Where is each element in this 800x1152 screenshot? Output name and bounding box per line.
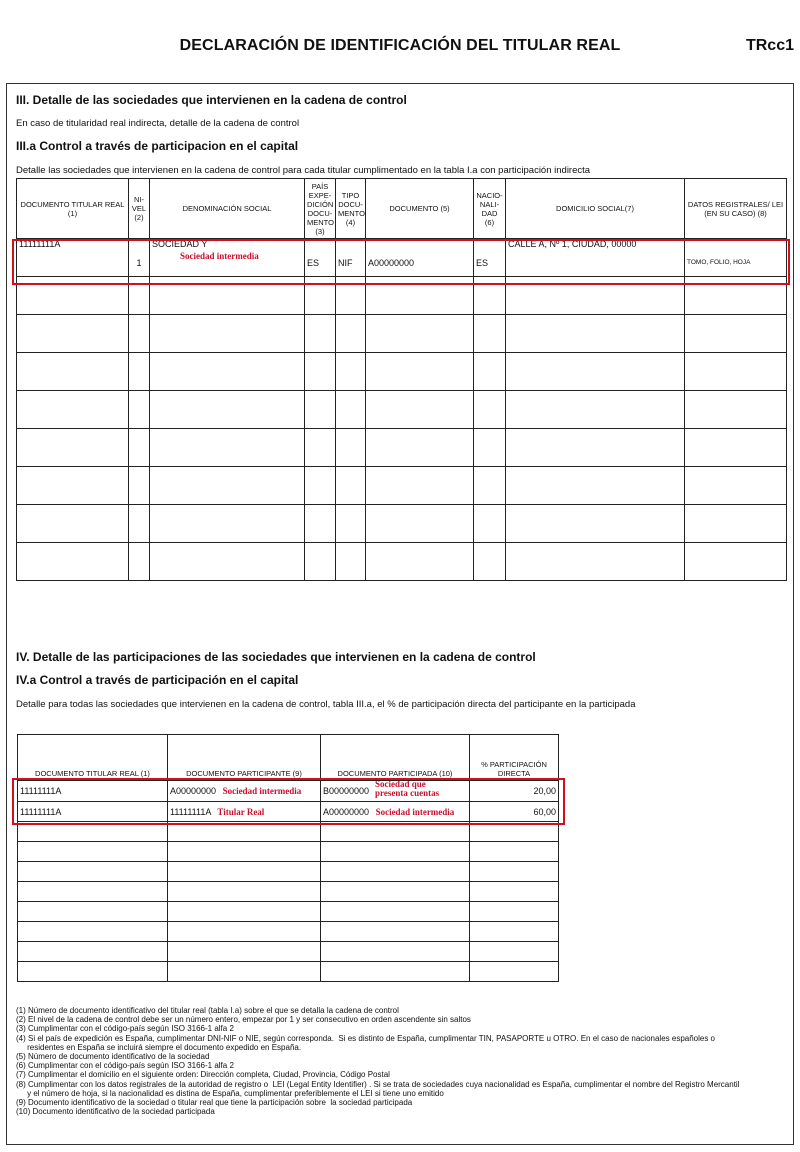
cell-pct: 60,00 — [470, 802, 559, 822]
participante-note: Sociedad intermedia — [222, 786, 302, 796]
table-row — [17, 543, 787, 581]
footnote-2: (2) El nivel de la cadena de control debe ser un número entero, empezar por 1 y ser consecutivo en orden ascendente sin saltos — [16, 1015, 471, 1025]
cell-nacionalidad: ES — [474, 239, 506, 277]
section3-heading: III. Detalle de las sociedades que intervienen en la cadena de control — [16, 93, 407, 107]
footnote-1: (1) Número de documento identificativo del titular real (tabla I.a) sobre el que se detalla la cadena de control — [16, 1006, 399, 1015]
cell-documento: A00000000 — [366, 239, 474, 277]
footnote-8: (8) Cumplimentar con los datos registrales de la autoridad de registro o LEI (Legal Entity Identifier) . Si se trata de sociedades cuya nacionalidad es España, cumplimentar el nombre del Registro Mercantil y el número de hoja, si la nacionalidad es distina de España, cumplimentar preferiblemente el LEI si tiene uno emitido — [16, 1079, 740, 1098]
col-pais: PAÍS EXPE-DICIÓN DOCU-MENTO (3) — [305, 179, 336, 239]
col-nacionalidad: NACIO-NALI-DAD (6) — [474, 179, 506, 239]
footnote-9: (9) Documento identificativo de la sociedad o titular real que tiene la participación sobre la sociedad participada — [16, 1098, 413, 1108]
col4-documento-titular: DOCUMENTO TITULAR REAL (1) — [18, 735, 168, 781]
section3-intro: En caso de titularidad real indirecta, detalle de la cadena de control — [16, 118, 300, 129]
cell-pct: 20,00 — [470, 781, 559, 802]
table-row — [17, 391, 787, 429]
col-domicilio: DOMICILIO SOCIAL(7) — [506, 179, 685, 239]
cell-pais: ES — [305, 239, 336, 277]
denominacion-text: SOCIEDAD Y — [152, 239, 208, 249]
cell-nivel: 1 — [129, 239, 150, 277]
col4-porcentaje: % PARTICIPACIÓN DIRECTA — [470, 735, 559, 781]
col-nivel: NI-VEL (2) — [129, 179, 150, 239]
table-row — [17, 429, 787, 467]
section3-subheading: III.a Control a través de participacion en el capital — [16, 139, 299, 153]
denominacion-note: Sociedad intermedia — [180, 251, 259, 261]
cell-titular: 11111111A — [18, 781, 168, 802]
section4-subheading: IV.a Control a través de participación en el capital — [16, 673, 299, 687]
table-row — [18, 882, 559, 902]
highlight-row-section3 — [12, 239, 790, 285]
table-row — [17, 353, 787, 391]
footnotes — [16, 1006, 788, 1116]
footnote-5: (5) Número de documento identificativo de la sociedad — [16, 1052, 210, 1062]
col-documento: DOCUMENTO (5) — [366, 179, 474, 239]
participation-table — [17, 734, 559, 982]
cell-tipo: NIF — [336, 239, 366, 277]
participante-value: A00000000 — [170, 786, 217, 796]
table-row — [18, 922, 559, 942]
footnote-10: (10) Documento identificativo de la sociedad participada — [16, 1107, 215, 1117]
highlight-rows-section4 — [12, 778, 565, 825]
cell-titular: 11111111A — [18, 802, 168, 822]
participada-note: Sociedad intermedia — [375, 806, 455, 817]
table-row — [18, 942, 559, 962]
section4-description: Detalle para todas las sociedades que intervienen en la cadena de control, tabla III.a, el % de participación directa del participante en la participada — [16, 699, 636, 710]
participada-note: Sociedad que presenta cuentas — [375, 780, 440, 798]
table-row — [17, 505, 787, 543]
footnote-3: (3) Cumplimentar con el código-país según ISO 3166-1 alfa 2 — [16, 1024, 234, 1034]
footnote-4: (4) Si el país de expedición es España, cumplimentar DNI-NIF o NIE, según corresponda. Si es distinto de España, cumplimentar TIN, PASAPORTE u OTRO. En el caso de nacionales españoles o residentes en España se incluirá siempre el documento expedido en España. — [16, 1033, 716, 1052]
col4-documento-participante: DOCUMENTO PARTICIPANTE (9) — [168, 735, 321, 781]
table-row — [18, 842, 559, 862]
cell-datos: TOMO, FOLIO, HOJA — [685, 239, 787, 277]
participada-value: A00000000 — [323, 806, 370, 817]
section3-description: Detalle las sociedades que intervienen en la cadena de control para cada titular cumplimentado en la tabla I.a con participación indirecta — [16, 165, 591, 176]
cell-domicilio: CALLE A, Nº 1, CIUDAD, 00000 — [506, 239, 685, 277]
col-documento-titular: DOCUMENTO TITULAR REAL (1) — [17, 179, 129, 239]
page-title: DECLARACIÓN DE IDENTIFICACIÓN DEL TITULAR REAL — [179, 37, 621, 54]
cell-doc: 11111111A — [17, 239, 129, 277]
col-tipo: TIPO DOCU-MENTO (4) — [336, 179, 366, 239]
table-row — [18, 962, 559, 982]
participada-value: B00000000 — [323, 786, 370, 796]
footnote-7: (7) Cumplimentar el domicilio en el siguiente orden: Dirección completa, Ciudad, Provincia, Código Postal — [16, 1070, 390, 1080]
footnote-6: (6) Cumplimentar con el código-país según ISO 3166-1 alfa 2 — [16, 1061, 234, 1071]
form-code: TRcc1 — [745, 37, 794, 54]
col4-documento-participada: DOCUMENTO PARTICIPADA (10) — [321, 735, 470, 781]
table-row — [18, 902, 559, 922]
table-row — [17, 467, 787, 505]
col-datos: DATOS REGISTRALES/ LEI (EN SU CASO) (8) — [685, 179, 787, 239]
section4-heading: IV. Detalle de las participaciones de las sociedades que intervienen en la cadena de control — [16, 650, 536, 664]
participante-note: Titular Real — [217, 806, 265, 817]
table-row — [17, 315, 787, 353]
participante-value: 11111111A — [170, 806, 211, 817]
col-denominacion: DENOMINACIÓN SOCIAL — [150, 179, 305, 239]
table-row — [18, 862, 559, 882]
